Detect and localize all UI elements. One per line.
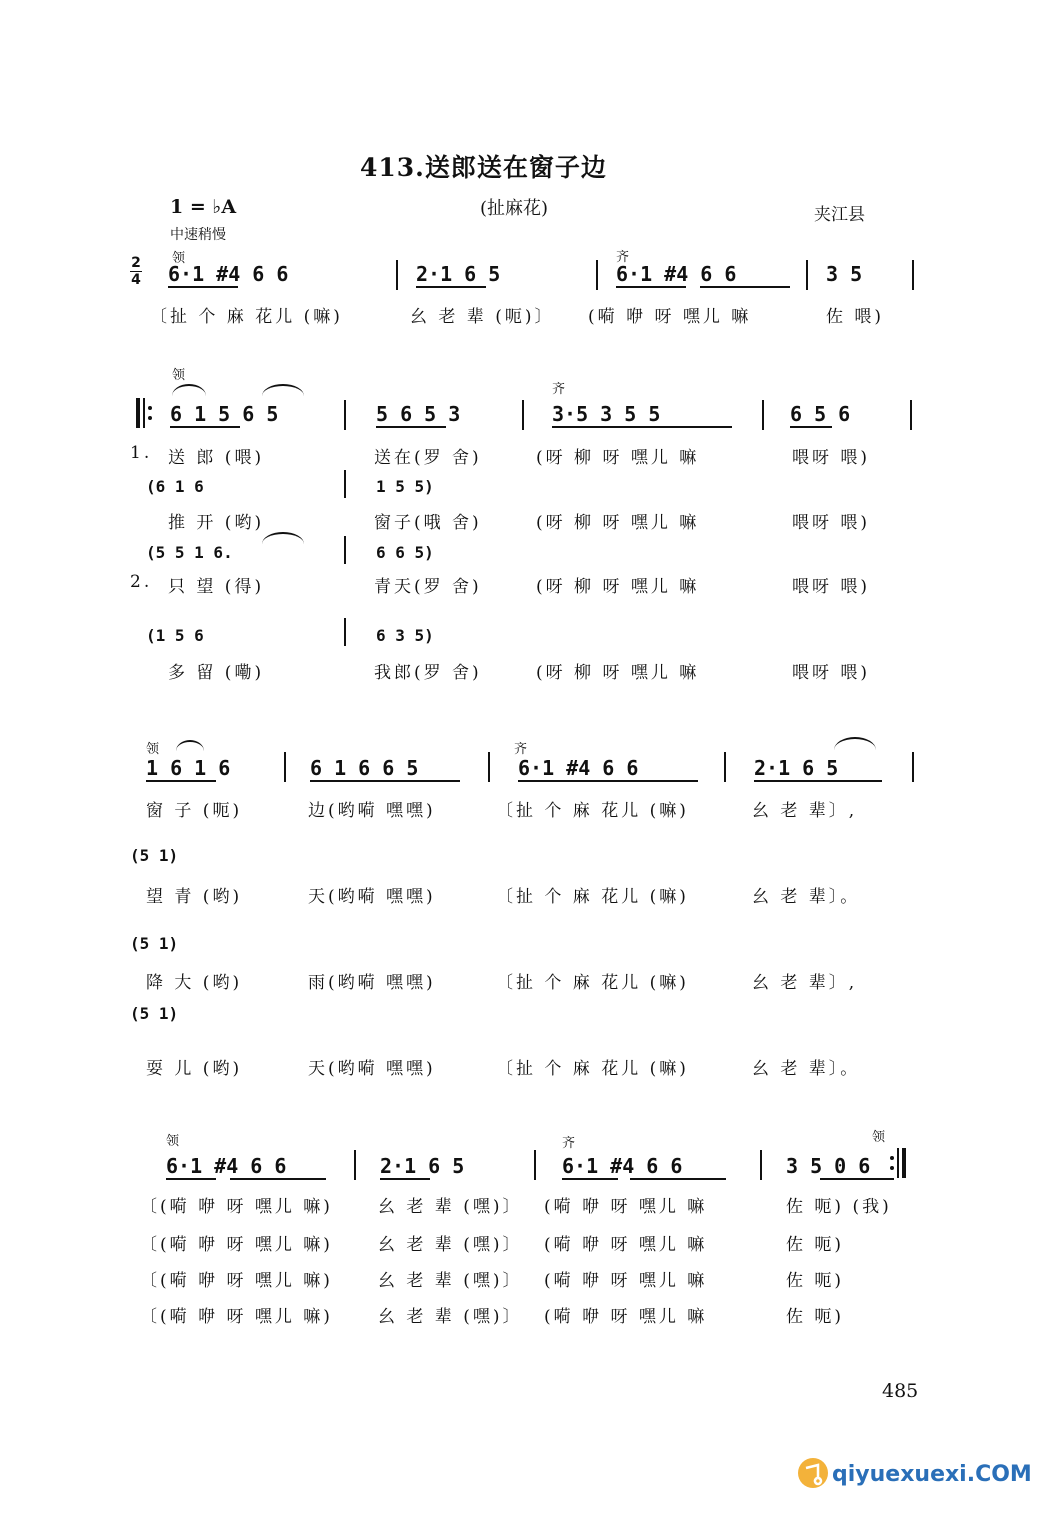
section4-verse1-lyric-4: 佐 呃) (我) (786, 1197, 892, 1217)
section1-lyric-2: 幺 老 辈 (呃)〕 (410, 307, 555, 327)
barline (344, 618, 346, 646)
watermark-text: qiyuexuexi.COM (832, 1462, 1032, 1487)
section4-measure-4: 3 5 0 6 (786, 1154, 871, 1178)
chorus-mark: 齐 (514, 742, 528, 757)
section3-verse3-lyric-3: 〔扯 个 麻 花儿 (嘛) (496, 973, 689, 993)
section2-variant-2a: (5 5 1 6. (146, 543, 233, 562)
section4-verse3-lyric-3: (嗬 咿 呀 嘿儿 嘛 (544, 1271, 708, 1291)
underline (518, 780, 698, 782)
section1-measure-3: 6·1 #4 6 6 (616, 262, 737, 286)
section3-verse4-lyric-1: 耍 儿 (哟) (146, 1059, 243, 1079)
barline (760, 1150, 762, 1180)
underline (790, 426, 832, 428)
lead-mark: 领 (872, 1130, 886, 1145)
slur (262, 384, 304, 396)
section3-measure-4: 2·1 6 5 (754, 756, 839, 780)
page-number: 485 (882, 1380, 919, 1402)
underline (170, 426, 240, 428)
lead-mark: 领 (172, 251, 186, 266)
section2-verse3-lyric-1: 只 望 (得) (168, 577, 265, 597)
section3-measure-2: 6 1 6 6 5 (310, 756, 419, 780)
section4-verse1-lyric-2: 幺 老 辈 (嘿)〕 (378, 1197, 523, 1217)
section2-verse3-lyric-4: 喂呀 喂) (792, 577, 871, 597)
slur (176, 740, 204, 751)
barline (344, 536, 346, 564)
region-label: 夹江县 (814, 205, 865, 225)
underline (820, 1178, 894, 1180)
section3-variant-3: (5 1) (130, 934, 179, 953)
song-subtitle: (扯麻花) (480, 198, 549, 219)
section4-verse1-lyric-3: (嗬 咿 呀 嘿儿 嘛 (544, 1197, 708, 1217)
section2-verse1-lyric-1: 送 郎 (喂) (168, 448, 265, 468)
underline (146, 780, 216, 782)
time-signature: 2 4 (131, 255, 141, 288)
section2-measure-4: 6 5 6 (790, 402, 851, 426)
section2-variant-1a: (6 1 6 (146, 477, 204, 496)
lead-mark: 领 (146, 742, 160, 757)
barline (354, 1150, 356, 1180)
section2-variant-3a: (1 5 6 (146, 626, 204, 645)
section2-verse1-lyric-2: 送在(罗 舍) (374, 448, 482, 468)
section3-verse2-lyric-1: 望 青 (哟) (146, 887, 243, 907)
section2-verse4-lyric-3: (呀 柳 呀 嘿儿 嘛 (536, 663, 700, 683)
lead-mark: 领 (172, 368, 186, 383)
section2-verse2-lyric-1: 推 开 (哟) (168, 513, 265, 533)
tempo-marking: 中速稍慢 (170, 227, 226, 243)
section3-measure-3: 6·1 #4 6 6 (518, 756, 639, 780)
section2-verse3-lyric-3: (呀 柳 呀 嘿儿 嘛 (536, 577, 700, 597)
section2-verse4-lyric-4: 喂呀 喂) (792, 663, 871, 683)
section3-verse3-lyric-2: 雨(哟嗬 嘿嘿) (308, 973, 436, 993)
section4-verse3-lyric-2: 幺 老 辈 (嘿)〕 (378, 1271, 523, 1291)
section4-measure-1: 6·1 #4 6 6 (166, 1154, 287, 1178)
barline (910, 400, 912, 430)
chorus-mark: 齐 (552, 382, 566, 397)
section2-measure-2: 5 6 5 3 (376, 402, 461, 426)
section3-variant-4: (5 1) (130, 1004, 179, 1023)
verse-number: 1. (130, 443, 153, 463)
section3-verse1-lyric-1: 窗 子 (呃) (146, 801, 243, 821)
underline (552, 426, 732, 428)
underline (376, 426, 446, 428)
section3-measure-1: 1 6 1 6 (146, 756, 231, 780)
lead-mark: 领 (166, 1134, 180, 1149)
underline (416, 286, 486, 288)
underline (616, 286, 686, 288)
section2-verse4-lyric-2: 我郎(罗 舍) (374, 663, 482, 683)
barline (912, 752, 914, 782)
barline (344, 470, 346, 498)
section2-verse2-lyric-2: 窗子(哦 舍) (374, 513, 482, 533)
underline (380, 1178, 430, 1180)
section1-lyric-4: 佐 喂) (826, 307, 885, 327)
section2-verse4-lyric-1: 多 留 (嘞) (168, 663, 265, 683)
section3-verse4-lyric-4: 幺 老 辈〕。 (752, 1059, 861, 1079)
section2-verse3-lyric-2: 青天(罗 舍) (374, 577, 482, 597)
underline (166, 1178, 216, 1180)
barline (912, 260, 914, 290)
section4-measure-3: 6·1 #4 6 6 (562, 1154, 683, 1178)
barline (396, 260, 398, 290)
section2-verse2-lyric-3: (呀 柳 呀 嘿儿 嘛 (536, 513, 700, 533)
section4-verse2-lyric-3: (嗬 咿 呀 嘿儿 嘛 (544, 1235, 708, 1255)
section3-verse3-lyric-1: 降 大 (哟) (146, 973, 243, 993)
barline (806, 260, 808, 290)
barline (344, 400, 346, 430)
section3-variant-2: (5 1) (130, 846, 179, 865)
section2-verse1-lyric-3: (呀 柳 呀 嘿儿 嘛 (536, 448, 700, 468)
section2-verse1-lyric-4: 喂呀 喂) (792, 448, 871, 468)
section3-verse4-lyric-3: 〔扯 个 麻 花儿 (嘛) (496, 1059, 689, 1079)
section4-verse2-lyric-1: 〔(嗬 咿 呀 嘿儿 嘛) (140, 1235, 333, 1255)
slur (172, 384, 206, 396)
section4-measure-2: 2·1 6 5 (380, 1154, 465, 1178)
section3-verse2-lyric-3: 〔扯 个 麻 花儿 (嘛) (496, 887, 689, 907)
section1-lyric-1: 〔扯 个 麻 花儿 (嘛) (150, 307, 343, 327)
key-signature: 1 = ♭A (170, 196, 237, 218)
section3-verse1-lyric-3: 〔扯 个 麻 花儿 (嘛) (496, 801, 689, 821)
section4-verse4-lyric-3: (嗬 咿 呀 嘿儿 嘛 (544, 1307, 708, 1327)
section4-verse3-lyric-4: 佐 呃) (786, 1271, 845, 1291)
section1-lyric-3: (嗬 咿 呀 嘿儿 嘛 (588, 307, 752, 327)
section4-verse3-lyric-1: 〔(嗬 咿 呀 嘿儿 嘛) (140, 1271, 333, 1291)
barline (762, 400, 764, 430)
section3-verse2-lyric-4: 幺 老 辈〕。 (752, 887, 861, 907)
section4-verse4-lyric-4: 佐 呃) (786, 1307, 845, 1327)
section3-verse1-lyric-2: 边(哟嗬 嘿嘿) (308, 801, 436, 821)
section1-measure-4: 3 5 (826, 262, 863, 286)
chorus-mark: 齐 (562, 1136, 576, 1151)
section2-measure-1: 6 1 5 6 5 (170, 402, 279, 426)
underline (310, 780, 460, 782)
barline (534, 1150, 536, 1180)
section4-verse4-lyric-2: 幺 老 辈 (嘿)〕 (378, 1307, 523, 1327)
section2-variant-3b: 6 3 5) (376, 626, 434, 645)
underline (168, 286, 238, 288)
barline (724, 752, 726, 782)
section4-verse4-lyric-1: 〔(嗬 咿 呀 嘿儿 嘛) (140, 1307, 333, 1327)
verse-number: 2. (130, 572, 153, 592)
underline (630, 1178, 726, 1180)
slur (834, 737, 876, 750)
underline (230, 1178, 326, 1180)
section3-verse3-lyric-4: 幺 老 辈〕, (752, 973, 858, 993)
section4-verse2-lyric-4: 佐 呃) (786, 1235, 845, 1255)
section4-verse1-lyric-1: 〔(嗬 咿 呀 嘿儿 嘛) (140, 1197, 333, 1217)
slur (262, 532, 304, 544)
chorus-mark: 齐 (616, 250, 630, 265)
underline (562, 1178, 618, 1180)
section2-variant-1b: 1 5 5) (376, 477, 434, 496)
section1-measure-1: 6·1 #4 6 6 (168, 262, 289, 286)
barline (284, 752, 286, 782)
section2-measure-3: 3·5 3 5 5 (552, 402, 661, 426)
section3-verse2-lyric-2: 天(哟嗬 嘿嘿) (308, 887, 436, 907)
song-title: 413.送郎送在窗子边 (360, 153, 607, 182)
barline (596, 260, 598, 290)
underline (700, 286, 790, 288)
section1-measure-2: 2·1 6 5 (416, 262, 501, 286)
barline (522, 400, 524, 430)
underline (754, 780, 882, 782)
watermark-logo-icon (796, 1456, 830, 1490)
section3-verse4-lyric-2: 天(哟嗬 嘿嘿) (308, 1059, 436, 1079)
section3-verse1-lyric-4: 幺 老 辈〕, (752, 801, 858, 821)
section2-variant-2b: 6 6 5) (376, 543, 434, 562)
section2-verse2-lyric-4: 喂呀 喂) (792, 513, 871, 533)
section4-verse2-lyric-2: 幺 老 辈 (嘿)〕 (378, 1235, 523, 1255)
barline (488, 752, 490, 782)
